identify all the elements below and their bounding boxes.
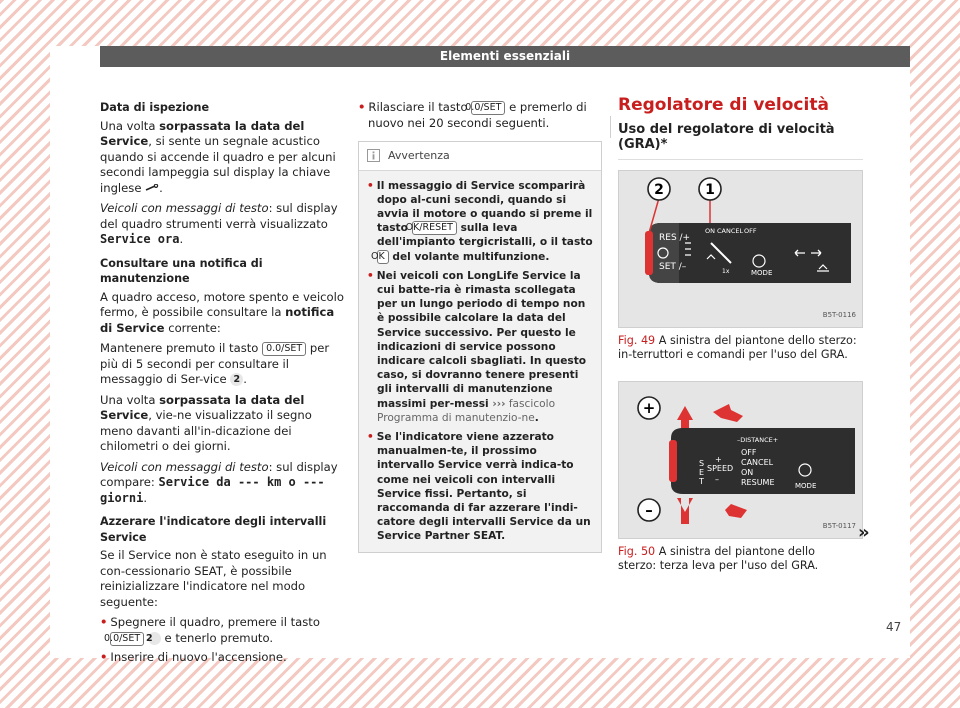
label-set-plus: + <box>715 454 722 464</box>
paragraph-6: Veicoli con messaggi di testo: sul display compare: Service da --- km o --- giorni. <box>100 459 338 505</box>
figure-49-caption: Fig. 49 A sinistra del piantone dello sterzo: in-terruttori e comandi per l'uso del GRA. <box>618 333 857 361</box>
page-number: 47 <box>886 620 902 634</box>
list-item: • Rilasciare il tasto 0.0/SET e premerlo di nuovo nei 20 secondi seguenti. <box>358 100 587 130</box>
label-cancel: CANCEL <box>717 226 744 235</box>
paragraph-4: Mantenere premuto il tasto 0.0/SET per più di 5 secondi per consultare il messaggio di Ser-vice 2 . <box>100 341 330 386</box>
figure-50 <box>618 381 863 539</box>
warning-title: Avvertenza <box>388 149 450 162</box>
label-cancel: CANCEL <box>741 457 774 467</box>
label-set: SET /– <box>659 261 687 272</box>
bullet-icon: • <box>100 615 108 629</box>
label-on: ON <box>705 226 715 235</box>
minus-label: – <box>645 500 653 519</box>
label-distance: –DISTANCE+ <box>737 435 779 444</box>
label-res: RES /+ <box>659 232 691 243</box>
warning-header <box>359 142 601 171</box>
paragraph-7: Se il Service non è stato eseguito in un con-cessionario SEAT, è possibile reinizializzare l'indicatore nel modo seguente: <box>100 548 327 609</box>
figure-code: B5T-0117 <box>822 522 856 530</box>
heading-consultare: Consultare una notifica di manutenzione <box>100 256 263 285</box>
label-s: S <box>699 458 705 468</box>
warning-box <box>358 141 602 553</box>
section-subtitle: Uso del regolatore di velocità (GRA)* <box>618 122 863 160</box>
key-0-0-set: 0.0/SET <box>471 101 505 115</box>
stalk-illustration-1 <box>619 171 862 327</box>
key-0-0-set: 0.0/SET <box>110 632 144 646</box>
cross-reference-link[interactable]: ››› fascicolo Programma di manutenzio-ne <box>377 397 556 424</box>
callout-2: 2 <box>230 373 243 386</box>
bullet-icon: • <box>358 100 366 114</box>
paragraph-1: Una volta sorpassata la data del Service, si sente un segnale acustico quando si accende il quadro e per alcuni secondi lampeggia sul display la chiave inglese . <box>100 118 336 195</box>
list-item: • Nei veicoli con LongLife Service la cui batte-ria è rimasta scollegata per un lungo periodo di tempo non è possibile calcolare la data del Service successivo. Per questo le indicazioni di service possono indicare calcoli sbagliati. In questo caso, si dovranno tenere presenti gli intervalli di manutenzione massimi per-messi ››› fascicolo Programma di manutenzio-ne. <box>367 269 587 424</box>
label-off: OFF <box>744 226 757 235</box>
label-speed: SPEED <box>707 463 734 473</box>
label-mode: MODE <box>751 268 773 277</box>
label-t: T <box>699 476 704 486</box>
label-1x: 1x <box>722 267 730 275</box>
bullet-icon: • <box>100 650 108 664</box>
column-3 <box>618 95 863 580</box>
heading-azzerare: Azzerare l'indicatore degli intervalli Service <box>100 515 327 544</box>
arrow-push-down-icon <box>725 504 747 518</box>
list-item: • Inserire di nuovo l'accensione. <box>100 650 287 664</box>
paragraph-3: A quadro acceso, motore spento e veicolo fermo, è possibile consultare la notifica di Service corrente: <box>100 289 344 335</box>
key-ok: OK <box>377 250 389 264</box>
heading-data-ispezione: Data di ispezione <box>100 101 210 114</box>
label-on: ON <box>741 467 754 477</box>
info-square-icon <box>367 149 380 162</box>
bullet-icon: • <box>367 430 374 443</box>
list-item: • Se l'indicatore viene azzerato manualmen-te, il prossimo intervallo Service verrà indica-to come nei veicoli con intervalli Service fissi. Pertanto, si raccomanda di far azzerare l'indi-catore degli intervalli Service da un Service Partner SEAT. <box>367 430 591 543</box>
label-off: OFF <box>741 447 757 457</box>
list-item: • Spegnere il quadro, premere il tasto 0.0/SET 2 e tenerlo premuto. <box>100 615 320 645</box>
paragraph-5: Una volta sorpassata la data del Service, vie-ne visualizzato il segno meno davanti all'in-dicazione dei chilometri o dei giorni. <box>100 392 312 453</box>
list-item: • Il messaggio di Service scomparirà dopo al-cuni secondi, quando si avvia il motore o quando si preme il tasto OK/RESET sulla leva dell'impianto tergicristalli, o il tasto OK del volante multifunzione. <box>367 179 593 263</box>
figure-code: B5T-0116 <box>822 311 856 319</box>
section-title: Regolatore di velocità <box>618 95 829 115</box>
callout-2-label: 2 <box>654 181 664 198</box>
column-2 <box>358 100 602 553</box>
label-mode: MODE <box>795 481 817 490</box>
wrench-icon <box>145 184 159 192</box>
continue-icon: » <box>858 522 870 543</box>
bullet-icon: • <box>367 269 374 282</box>
page <box>50 46 910 664</box>
paragraph-2: Veicoli con messaggi di testo: sul display del quadro strumenti verrà visualizzato Service ora. <box>100 201 338 246</box>
arrow-down-icon <box>677 498 693 524</box>
column-1 <box>100 100 344 670</box>
key-0-0-set: 0.0/SET <box>262 342 306 356</box>
figure-50-caption: Fig. 50 A sinistra del piantone dello sterzo: terza leva per l'uso del GRA. <box>618 544 819 572</box>
warning-body <box>359 171 601 552</box>
figure-49 <box>618 170 863 328</box>
page-header: Elementi essenziali <box>100 46 910 67</box>
callout-2: 2 <box>148 632 161 645</box>
plus-label: + <box>642 398 656 417</box>
label-set-minus: – <box>715 474 719 484</box>
bullet-icon: • <box>367 179 374 192</box>
arrow-push-up-icon <box>713 404 743 422</box>
callout-1-label: 1 <box>705 181 715 198</box>
label-resume: RESUME <box>741 477 775 487</box>
label-e: E <box>699 467 705 477</box>
key-ok-reset: OK/RESET <box>412 221 457 235</box>
stalk-illustration-2 <box>619 382 862 538</box>
